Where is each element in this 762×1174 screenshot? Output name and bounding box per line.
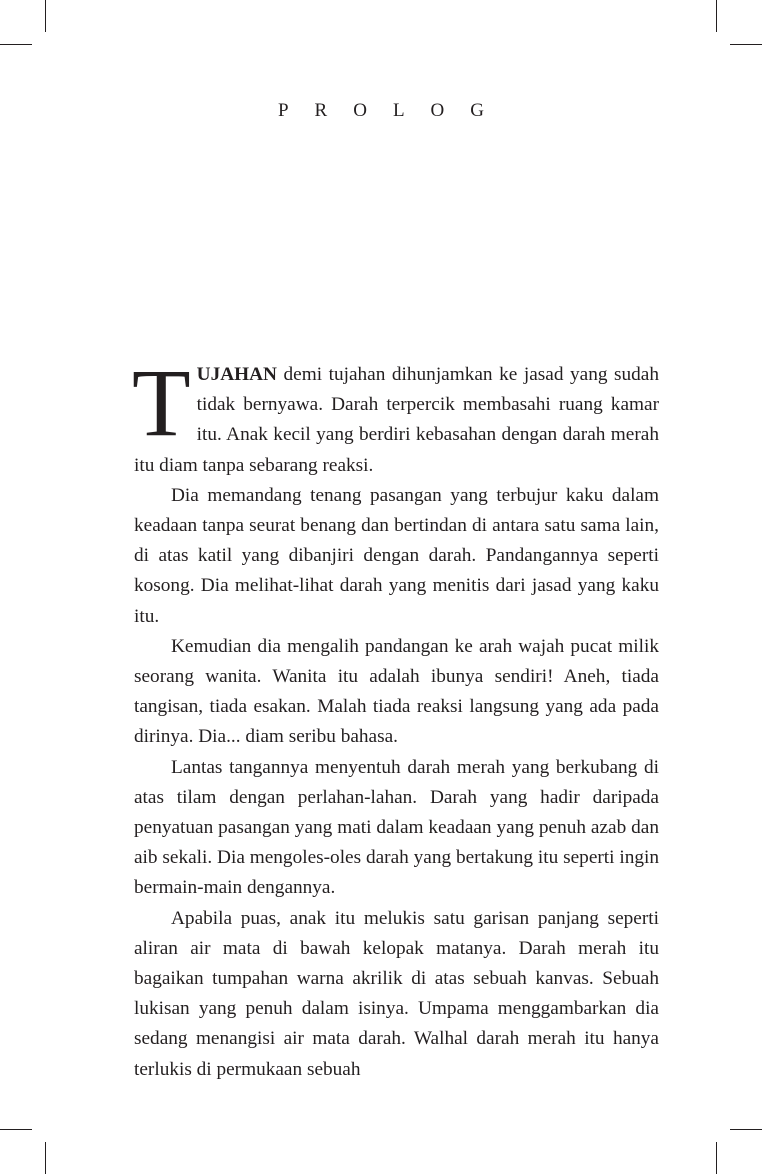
crop-mark-top-left-vertical [45,0,46,32]
paragraph-1: Dia memandang tenang pasangan yang terbujur kaku dalam keadaan tanpa seurat benang dan bertindan di antara satu sama lain, di atas katil yang dibanjiri dengan darah. Pandangannya seperti kosong. Dia melihat-lihat darah yang menitis dari jasad yang kaku itu. [134,484,659,627]
paragraph-4: Apabila puas, anak itu melukis satu garisan panjang seperti aliran air mata di bawah kelopak matanya. Darah merah itu bagaikan tumpahan warna akrilik di atas sebuah kanvas. Sebuah lukisan yang penuh dalam isinya. Umpama menggambarkan dia sedang menangisi air mata darah. Walhal darah merah itu hanya terlukis di permukaan sebuah [134,907,659,1080]
lead-word: UJAHAN [196,364,277,385]
crop-mark-top-left-horizontal [0,44,32,45]
crop-mark-bottom-right-vertical [716,1142,717,1174]
paragraph-2: Kemudian dia mengalih pandangan ke arah wajah pucat milik seorang wanita. Wanita itu adalah ibunya sendiri! Aneh, tiada tangisan, tiada esakan. Malah tiada reaksi langsung yang ada pada dirinya. Dia... diam seribu bahasa. [134,635,659,748]
drop-cap: T [132,349,191,456]
body-text [132,349,659,1085]
crop-mark-bottom-right-horizontal [730,1129,762,1130]
opening-paragraph [132,349,659,481]
crop-mark-top-right-horizontal [730,44,762,45]
crop-mark-bottom-left-horizontal [0,1129,32,1130]
chapter-title: PROLOG [277,100,510,121]
crop-mark-top-right-vertical [716,0,717,32]
opening-text: demi tujahan dihunjamkan ke jasad yang sudah tidak bernyawa. Darah terpercik membasahi ruang kamar itu. Anak kecil yang berdiri kebasahan dengan darah merah itu diam tanpa sebarang reaksi. [134,364,659,476]
paragraph-3: Lantas tangannya menyentuh darah merah yang berkubang di atas tilam dengan perlahan-lahan. Darah yang hadir daripada penyatuan pasangan yang mati dalam keadaan yang penuh azab dan aib sekali. Dia mengoles-oles darah yang bertakung itu seperti ingin bermain-main dengannya. [134,756,659,899]
crop-mark-bottom-left-vertical [45,1142,46,1174]
